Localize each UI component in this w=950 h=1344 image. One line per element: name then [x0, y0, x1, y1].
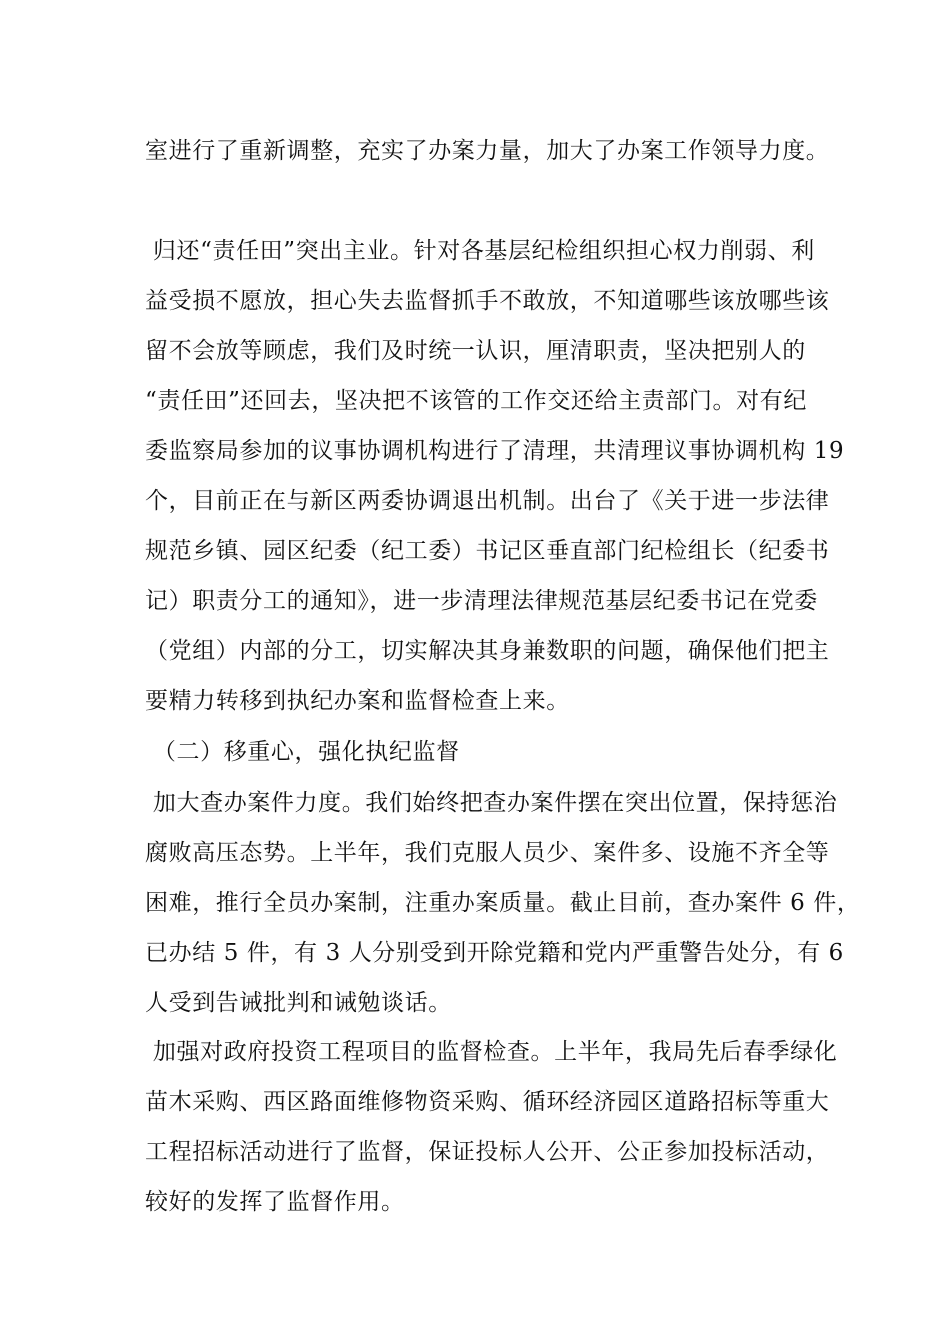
text-line: 归还“责任田”突出主业。针对各基层纪检组织担心权力削弱、利: [145, 238, 815, 264]
section-heading: （二）移重心，强化执纪监督: [145, 739, 460, 765]
text-line: 要精力转移到执纪办案和监督检查上来。: [145, 688, 570, 714]
text-line: 人受到告诫批判和诫勉谈话。: [145, 990, 452, 1016]
text-line: 留不会放等顾虑，我们及时统一认识，厘清职责，坚决把别人的: [145, 338, 806, 364]
text-line: 已办结 5 件，有 3 人分别受到开除党籍和党内严重警告处分，有 6: [145, 940, 844, 966]
text-line: （党组）内部的分工，切实解决其身兼数职的问题，确保他们把主: [145, 638, 830, 664]
text-line: 腐败高压态势。上半年，我们克服人员少、案件多、设施不齐全等: [145, 840, 830, 866]
text-line: 规范乡镇、园区纪委（纪工委）书记区垂直部门纪检组长（纪委书: [145, 538, 830, 564]
text-line: 个，目前正在与新区两委协调退出机制。出台了《关于进一步法律: [145, 488, 830, 514]
text-line: 加强对政府投资工程项目的监督检查。上半年，我局先后春季绿化: [145, 1039, 838, 1065]
text-line: 困难，推行全员办案制，注重办案质量。截止目前，查办案件 6 件，: [145, 890, 861, 916]
text-line: 益受损不愿放，担心失去监督抓手不敢放，不知道哪些该放哪些该: [145, 288, 830, 314]
text-line: 委监察局参加的议事协调机构进行了清理，共清理议事协调机构 19: [145, 438, 845, 464]
text-line: 较好的发挥了监督作用。: [145, 1189, 405, 1215]
text-line: 工程招标活动进行了监督，保证投标人公开、公正参加投标活动，: [145, 1139, 830, 1165]
text-line: “责任田”还回去，坚决把不该管的工作交还给主责部门。对有纪: [145, 388, 807, 414]
text-line: 记）职责分工的通知》，进一步清理法律规范基层纪委书记在党委: [145, 588, 818, 614]
text-line: 加大查办案件力度。我们始终把查办案件摆在突出位置，保持惩治: [145, 790, 838, 816]
text-line: 苗木采购、西区路面维修物资采购、循环经济园区道路招标等重大: [145, 1089, 830, 1115]
text-line: 室进行了重新调整，充实了办案力量，加大了办案工作领导力度。: [145, 138, 830, 164]
